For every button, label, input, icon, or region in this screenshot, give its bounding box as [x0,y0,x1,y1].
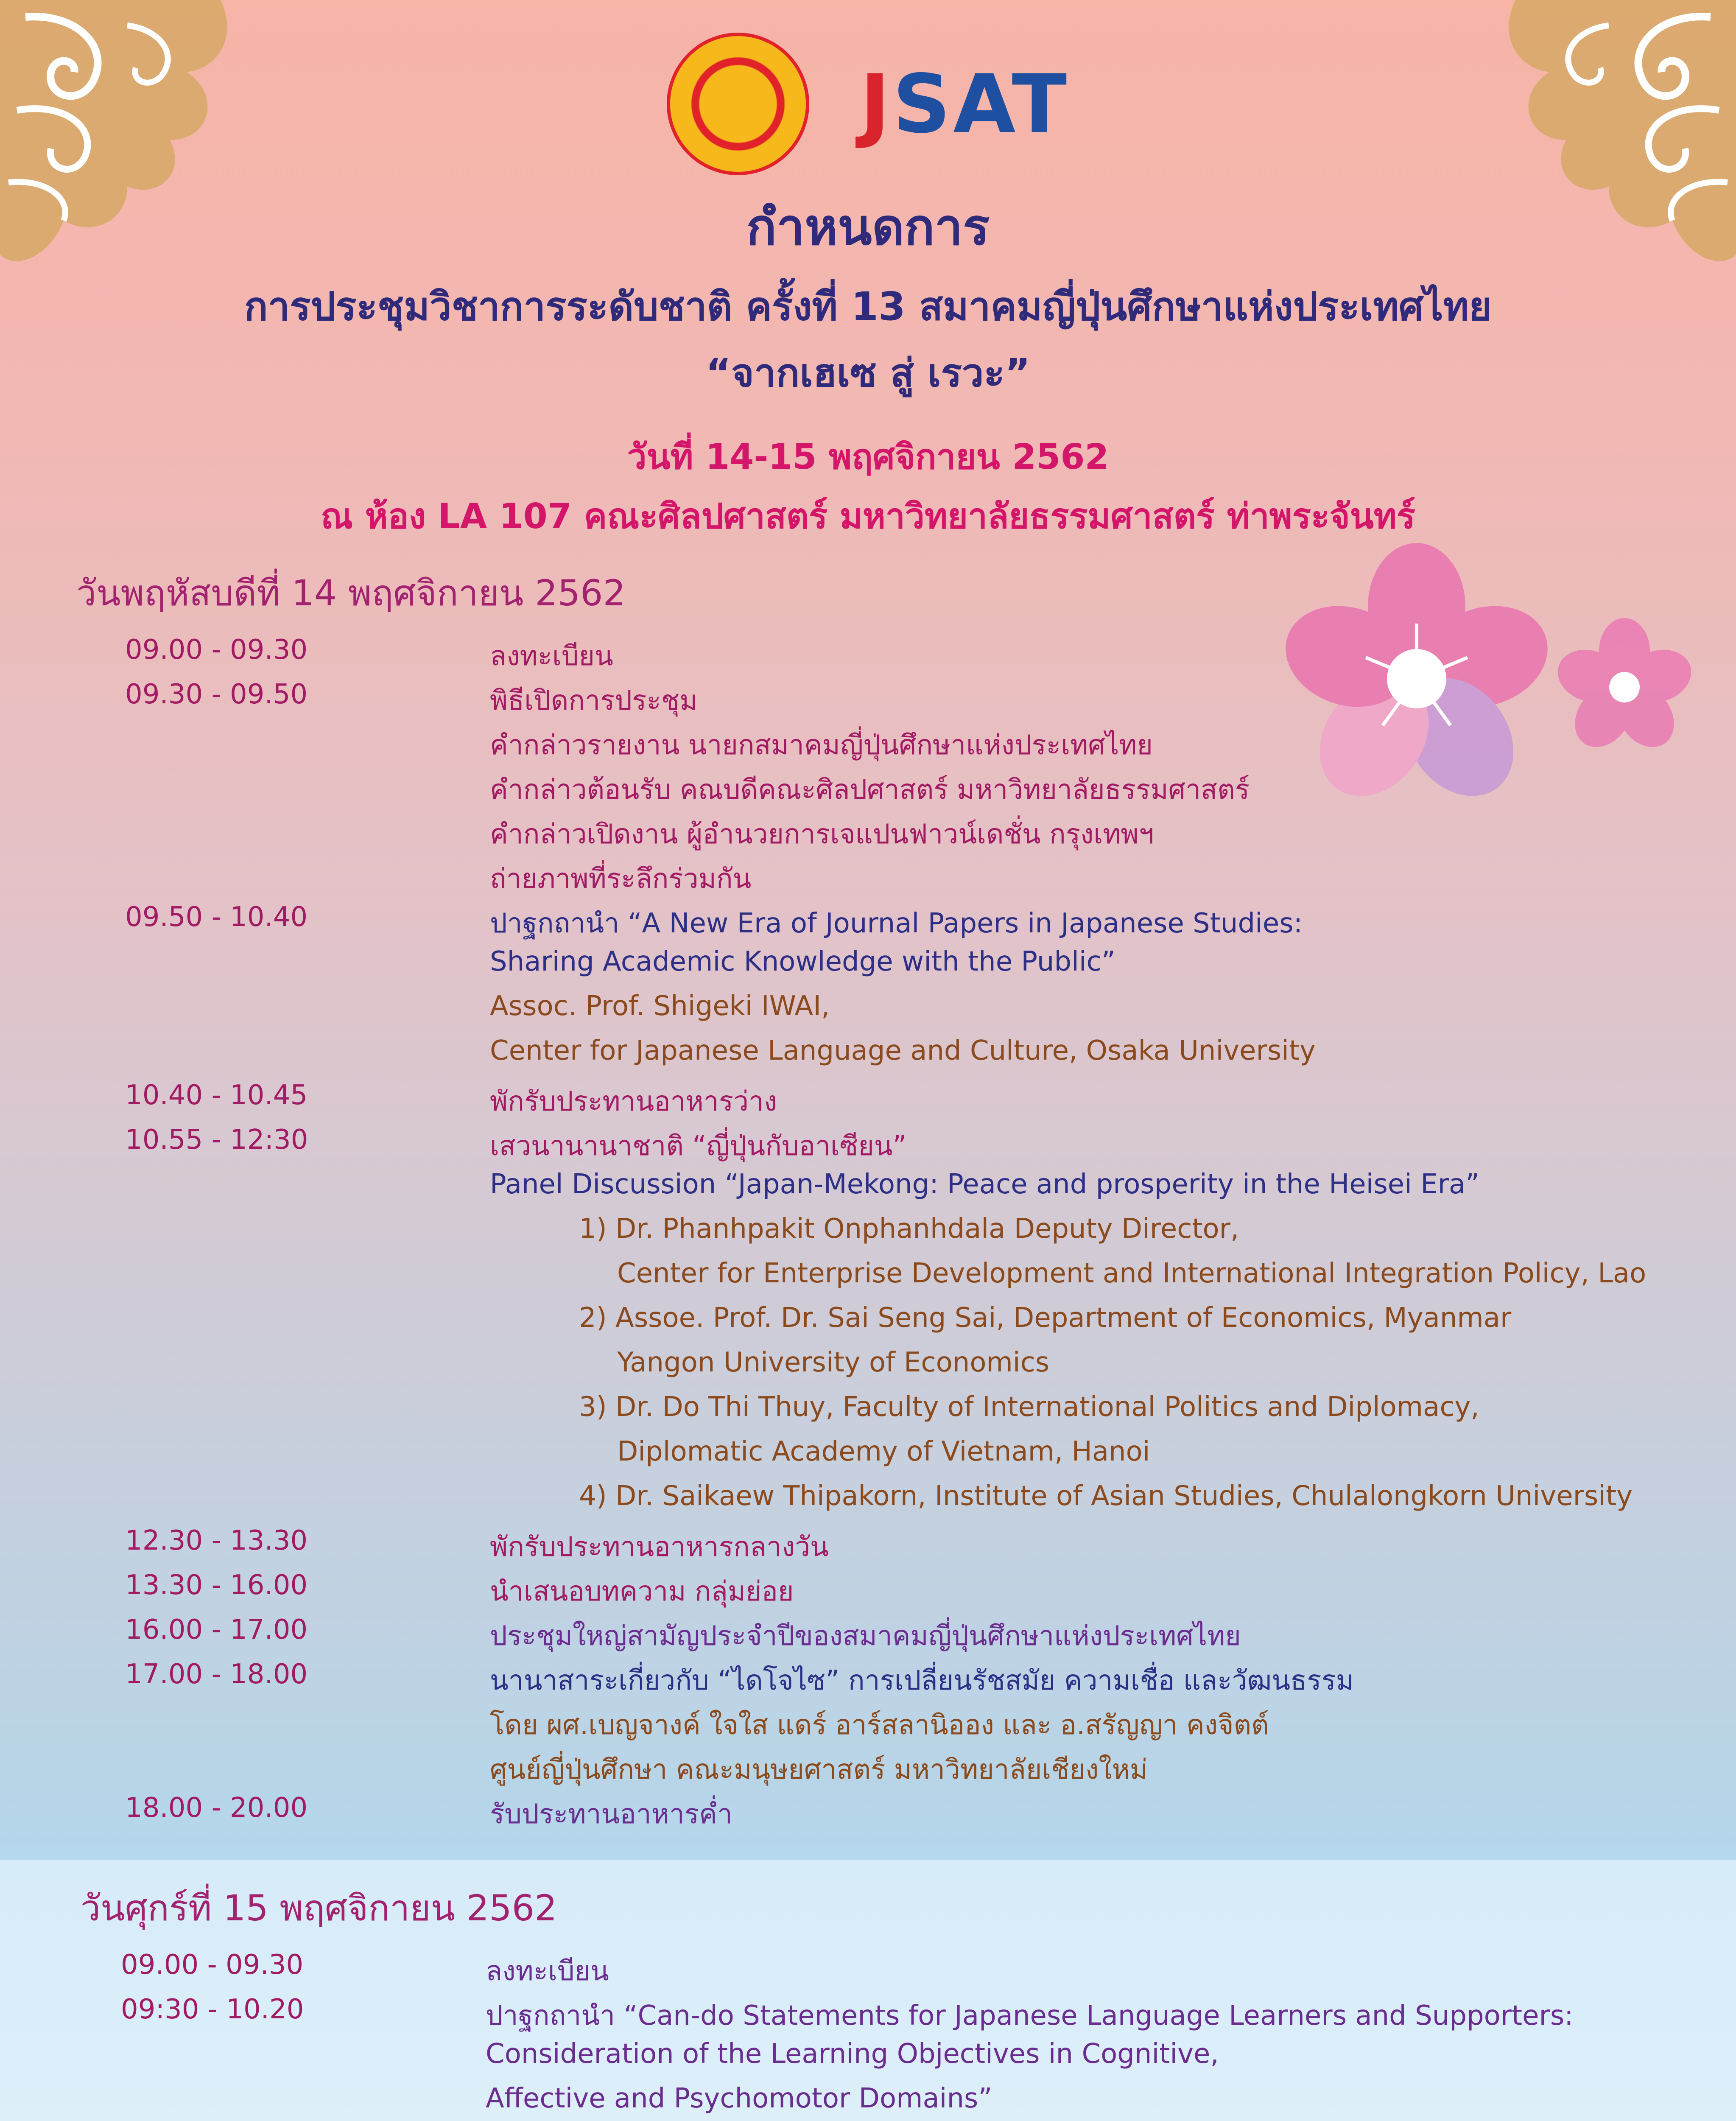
day1-heading: วันพฤหัสบดีที่ 14 พฤศจิกายน 2562 [76,572,626,614]
schedule-row [0,901,1736,946]
schedule-row [0,2038,1736,2083]
logo-row [0,34,1736,174]
schedule-row [0,1436,1736,1480]
schedule-activity: พักรับประทานอาหารว่าง [490,1086,777,1117]
schedule-activity: ปาฐกถานำ “Can-do Statements for Japanese Language Learners and Supporters: [486,2000,1574,2031]
schedule-row [0,812,1736,857]
schedule-activity: ประชุมใหญ่สามัญประจำปีของสมาคมญี่ปุ่นศึกษาแห่งประเทศไทย [490,1620,1241,1652]
schedule-row [0,946,1736,991]
schedule-activity: Assoc. Prof. Shigeki IWAI, [490,991,830,1022]
schedule-row [0,1525,1736,1570]
schedule-time: 18.00 - 20.00 [125,1792,308,1824]
schedule-activity: พักรับประทานอาหารกลางวัน [490,1531,829,1563]
schedule-time: 12.30 - 13.30 [125,1525,308,1556]
schedule-time: 09.00 - 09.30 [125,634,308,666]
schedule-activity: โดย ผศ.เบญจางค์ ใจใส แดร์ อาร์สลานิออง และ อ.สรัญญา คงจิตต์ [490,1710,1269,1741]
schedule-row [0,679,1736,723]
schedule-activity: Yangon University of Economics [617,1347,1050,1378]
schedule-activity: พิธีเปิดการประชุม [490,685,698,716]
schedule-activity: นำเสนอบทความ กลุ่มย่อย [490,1576,794,1607]
schedule-row [0,1614,1736,1659]
schedule-activity: 4) Dr. Saikaew Thipakorn, Institute of Asian Studies, Chulalongkorn University [579,1480,1633,1512]
schedule-activity: นานาสาระเกี่ยวกับ “ไดโจไซ” การเปลี่ยนรัชสมัย ความเชื่อ และวัฒนธรรม [490,1665,1354,1696]
schedule-row [0,1391,1736,1436]
jsat-logo [860,57,1069,151]
schedule-activity: Center for Japanese Language and Culture, Osaka University [490,1035,1316,1066]
schedule-activity: Sharing Academic Knowledge with the Public” [490,946,1115,977]
schedule-activity: ลงทะเบียน [490,641,613,672]
jsat-logo-sat: SAT [892,57,1070,151]
schedule-row [0,1570,1736,1614]
header [0,34,1736,544]
schedule-activity: คำกล่าวเปิดงาน ผู้อำนวยการเจแปนฟาวน์เดชั่น กรุงเทพฯ [490,819,1154,850]
schedule-time: 17.00 - 18.00 [125,1659,308,1690]
schedule-row [0,1659,1736,1703]
schedule-activity: เสวนานานาชาติ “ญี่ปุ่นกับอาเซียน” [490,1130,907,1162]
schedule-row [0,1480,1736,1525]
schedule-activity: Diplomatic Academy of Vietnam, Hanoi [617,1436,1150,1467]
schedule-row [0,634,1736,679]
schedule-row [0,1302,1736,1347]
schedule-time: 09:30 - 10.20 [121,1994,304,2025]
schedule-row [0,1035,1736,1080]
conference-dates: วันที่ 14-15 พฤศจิกายน 2562 [627,437,1109,477]
schedule-activity: คำกล่าวรายงาน นายกสมาคมญี่ปุ่นศึกษาแห่งประเทศไทย [490,730,1153,761]
schedule-row [0,1258,1736,1302]
schedule-activity: 1) Dr. Phanhpakit Onphanhdala Deputy Director, [579,1213,1239,1245]
schedule-activity: 2) Assoe. Prof. Dr. Sai Seng Sai, Department of Economics, Myanmar [579,1302,1512,1334]
schedule-activity: ปาฐกถานำ “A New Era of Journal Papers in Japanese Studies: [490,908,1303,939]
schedule-time: 10.55 - 12:30 [125,1124,308,1156]
schedule-activity: Center for Enterprise Development and International Integration Policy, Lao [617,1258,1647,1289]
page-title: กำหนดการ [746,198,990,256]
schedule-row [0,768,1736,812]
schedule-activity: ถ่ายภาพที่ระลึกร่วมกัน [490,863,752,895]
schedule-time: 10.40 - 10.45 [125,1080,308,1111]
thammasat-seal-logo [667,33,809,175]
jsat-logo-j: J [860,57,893,151]
schedule-row [0,1347,1736,1391]
schedule-activity: Affective and Psychomotor Domains” [486,2083,992,2114]
schedule-activity: รับประทานอาหารค่ำ [490,1799,732,1830]
schedule-row [0,2083,1736,2121]
schedule-activity: ศูนย์ญี่ปุ่นศึกษา คณะมนุษยศาสตร์ มหาวิทยาลัยเชียงใหม่ [490,1754,1148,1785]
schedule-time: 09.50 - 10.40 [125,901,308,933]
schedule-activity: 3) Dr. Do Thi Thuy, Faculty of International Politics and Diplomacy, [579,1391,1479,1423]
schedule-row [0,1124,1736,1169]
schedule-activity: Consideration of the Learning Objectives in Cognitive, [486,2038,1219,2070]
schedule-row [0,1213,1736,1258]
schedule-row [0,1994,1736,2038]
schedule-activity: ลงทะเบียน [486,1956,609,1987]
schedule-row [0,723,1736,768]
day2-heading: วันศุกร์ที่ 15 พฤศจิกายน 2562 [81,1887,557,1929]
schedule-time: 09.00 - 09.30 [121,1949,304,1981]
schedule-row [0,1169,1736,1213]
schedule-row [0,1792,1736,1837]
schedule-row [0,991,1736,1035]
schedule-time: 13.30 - 16.00 [125,1570,308,1601]
schedule-activity: คำกล่าวต้อนรับ คณบดีคณะศิลปศาสตร์ มหาวิทยาลัยธรรมศาสตร์ [490,774,1250,806]
schedule-row [0,1949,1736,1994]
schedule-row [0,857,1736,901]
conference-theme: “จากเฮเซ สู่ เรวะ” [705,350,1031,396]
schedule-row [0,1080,1736,1124]
schedule-activity: Panel Discussion “Japan-Mekong: Peace and prosperity in the Heisei Era” [490,1169,1480,1200]
conference-title: การประชุมวิชาการระดับชาติ ครั้งที่ 13 สมาคมญี่ปุ่นศึกษาแห่งประเทศไทย [244,284,1492,329]
schedule-time: 16.00 - 17.00 [125,1614,308,1645]
schedule-row [0,1703,1736,1748]
conference-venue: ณ ห้อง LA 107 คณะศิลปศาสตร์ มหาวิทยาลัยธรรมศาสตร์ ท่าพระจันทร์ [320,496,1416,537]
schedule-row [0,1748,1736,1792]
schedule-time: 09.30 - 09.50 [125,679,308,710]
